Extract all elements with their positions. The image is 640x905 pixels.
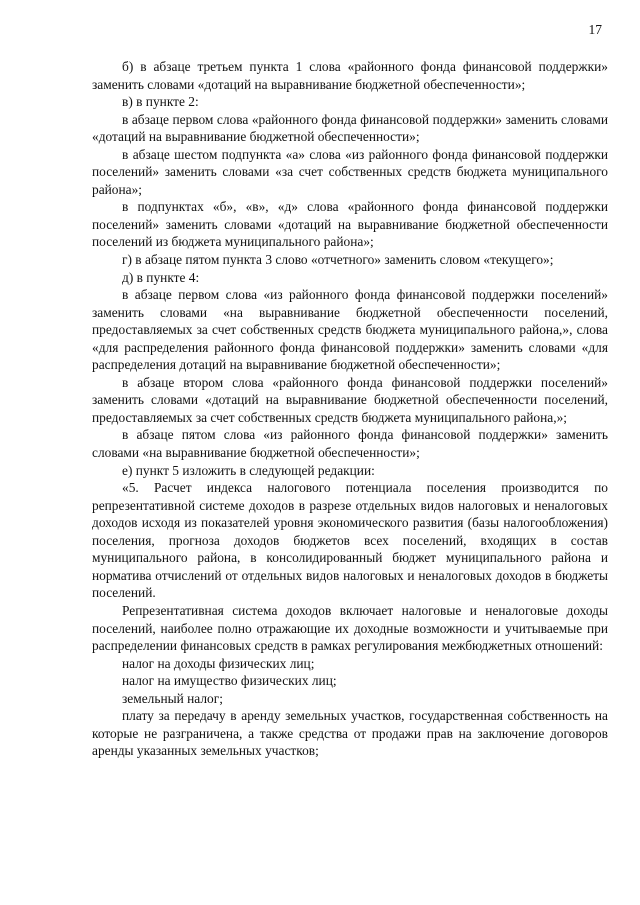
paragraph: б) в абзаце третьем пункта 1 слова «районного фонда финансовой поддержки» заменить словами «дотаций на выравнивание бюджетной обеспеченности»; xyxy=(92,59,608,92)
paragraph: в абзаце втором слова «районного фонда финансовой поддержки поселений» заменить словами «дотаций на выравнивание бюджетной обеспеченности поселений, предоставляемых за счет собственных средств бюджета муниципального района,»; xyxy=(92,374,608,425)
paragraph: д) в пункте 4: xyxy=(122,269,200,285)
paragraph: в абзаце первом слова «районного фонда финансовой поддержки» заменить словами «дотаций на выравнивание бюджетной обеспеченности»; xyxy=(92,111,608,145)
paragraph: г) в абзаце пятом пункта 3 слово «отчетного» заменить словом «текущего»; xyxy=(122,252,554,268)
paragraph: в абзаце шестом подпункта «а» слова «из районного фонда финансовой поддержки поселений» заменить словами «за счет собственных средств бюджета муниципального района»; xyxy=(92,146,608,197)
paragraph: плату за передачу в аренду земельных участков, государственная собственность на которые не разграничена, а также средства от продажи прав на заключение договоров аренды указанных земельных участков; xyxy=(92,708,608,759)
list-item: налог на доходы физических лиц; xyxy=(122,655,315,671)
list-item: земельный налог; xyxy=(122,690,223,706)
paragraph: в абзаце первом слова «из районного фонда финансовой поддержки поселений» заменить словами «на выравнивание бюджетной обеспеченности поселений, предоставляемых за счет собственных средств бюджета муниципального района,», слова «для распределения районного фонда финансовой поддержки» заменить словами «для распределения дотаций на выравнивание бюджетной обеспеченности»; xyxy=(92,287,608,373)
paragraph: Репрезентативная система доходов включает налоговые и неналоговые доходы поселений, наиболее полно отражающие их доходные возможности и учитываемые при распределении финансовых средств в рамках регулирования межбюджетных отношений: xyxy=(92,602,608,654)
paragraph: е) пункт 5 изложить в следующей редакции: xyxy=(122,462,375,478)
paragraph: в подпунктах «б», «в», «д» слова «районного фонда финансовой поддержки поселений» заменить словами «дотаций на выравнивание бюджетной обеспеченности поселений из бюджета муниципального района»; xyxy=(92,199,608,250)
page-number: 17 xyxy=(588,22,602,37)
paragraph: в абзаце пятом слова «из районного фонда финансовой поддержки» заменить словами «на выравнивание бюджетной обеспеченности»; xyxy=(92,427,608,461)
list-item: налог на имущество физических лиц; xyxy=(122,673,337,689)
document-body xyxy=(92,58,608,760)
paragraph: «5. Расчет индекса налогового потенциала поселения производится по репрезентативной системе доходов в разрезе отдельных видов налоговых и неналоговых доходов исходя из показателей уровня экономического развития (базы налогообложения) поселения, прогноза доходов бюджетов всех поселений, входящих в состав муниципального района, в консолидированный бюджет муниципального района и норматива отчислений от отдельных видов налоговых и неналоговых доходов в бюджеты поселений. xyxy=(92,480,608,601)
paragraph: в) в пункте 2: xyxy=(122,94,199,110)
